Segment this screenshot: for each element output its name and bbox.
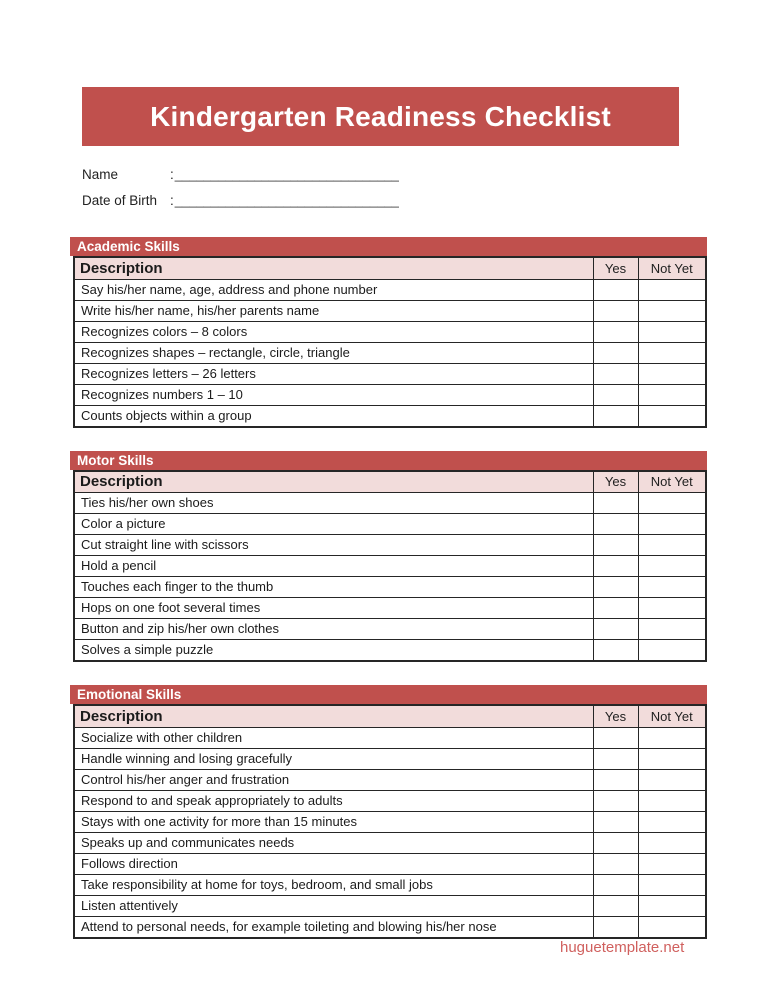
yes-checkbox-cell[interactable] xyxy=(593,514,638,535)
section-title: Academic Skills xyxy=(70,237,707,256)
checklist-table xyxy=(73,704,707,939)
yes-checkbox-cell[interactable] xyxy=(593,619,638,640)
yes-column-header: Yes xyxy=(593,471,638,493)
skill-description: Recognizes numbers 1 – 10 xyxy=(74,384,593,405)
yes-checkbox-cell[interactable] xyxy=(593,832,638,853)
skill-description: Ties his/her own shoes xyxy=(74,493,593,514)
skill-description: Hold a pencil xyxy=(74,556,593,577)
column-header-row xyxy=(74,705,706,727)
section-academic-skills xyxy=(70,237,707,428)
yes-column-header: Yes xyxy=(593,257,638,279)
checklist-row xyxy=(74,916,706,938)
sections xyxy=(70,237,707,962)
skill-description: Take responsibility at home for toys, bedroom, and small jobs xyxy=(74,874,593,895)
form-fields xyxy=(82,161,399,213)
yes-checkbox-cell[interactable] xyxy=(593,640,638,662)
not-yet-checkbox-cell[interactable] xyxy=(638,598,706,619)
checklist-row xyxy=(74,727,706,748)
not-yet-checkbox-cell[interactable] xyxy=(638,748,706,769)
checklist-row xyxy=(74,556,706,577)
section-motor-skills xyxy=(70,451,707,663)
checklist-row xyxy=(74,895,706,916)
not-yet-checkbox-cell[interactable] xyxy=(638,405,706,427)
not-yet-checkbox-cell[interactable] xyxy=(638,279,706,300)
checklist-row xyxy=(74,640,706,662)
skill-description: Touches each finger to the thumb xyxy=(74,577,593,598)
not-yet-checkbox-cell[interactable] xyxy=(638,535,706,556)
skill-description: Button and zip his/her own clothes xyxy=(74,619,593,640)
checklist-row xyxy=(74,598,706,619)
date-of-birth-input-line[interactable]: _______________________________ xyxy=(174,192,399,208)
not-yet-checkbox-cell[interactable] xyxy=(638,514,706,535)
skill-description: Counts objects within a group xyxy=(74,405,593,427)
section-emotional-skills xyxy=(70,685,707,939)
date-of-birth-colon: : xyxy=(170,192,174,208)
not-yet-checkbox-cell[interactable] xyxy=(638,790,706,811)
checklist-table xyxy=(73,470,707,663)
not-yet-checkbox-cell[interactable] xyxy=(638,321,706,342)
not-yet-checkbox-cell[interactable] xyxy=(638,811,706,832)
checklist-row xyxy=(74,790,706,811)
yes-checkbox-cell[interactable] xyxy=(593,279,638,300)
checklist-row xyxy=(74,853,706,874)
not-yet-checkbox-cell[interactable] xyxy=(638,874,706,895)
column-header-row xyxy=(74,257,706,279)
checklist-row xyxy=(74,342,706,363)
not-yet-column-header: Not Yet xyxy=(638,705,706,727)
skill-description: Attend to personal needs, for example toileting and blowing his/her nose xyxy=(74,916,593,938)
skill-description: Socialize with other children xyxy=(74,727,593,748)
yes-checkbox-cell[interactable] xyxy=(593,769,638,790)
not-yet-column-header: Not Yet xyxy=(638,257,706,279)
skill-description: Follows direction xyxy=(74,853,593,874)
checklist-row xyxy=(74,874,706,895)
page-title: Kindergarten Readiness Checklist xyxy=(150,100,611,132)
skill-description: Stays with one activity for more than 15 minutes xyxy=(74,811,593,832)
name-field-row xyxy=(82,161,399,187)
checklist-row xyxy=(74,514,706,535)
yes-checkbox-cell[interactable] xyxy=(593,493,638,514)
not-yet-checkbox-cell[interactable] xyxy=(638,363,706,384)
not-yet-checkbox-cell[interactable] xyxy=(638,493,706,514)
not-yet-checkbox-cell[interactable] xyxy=(638,832,706,853)
not-yet-checkbox-cell[interactable] xyxy=(638,300,706,321)
description-column-header: Description xyxy=(74,471,593,493)
not-yet-checkbox-cell[interactable] xyxy=(638,640,706,662)
yes-checkbox-cell[interactable] xyxy=(593,321,638,342)
not-yet-checkbox-cell[interactable] xyxy=(638,384,706,405)
skill-description: Recognizes shapes – rectangle, circle, triangle xyxy=(74,342,593,363)
checklist-row xyxy=(74,321,706,342)
not-yet-checkbox-cell[interactable] xyxy=(638,895,706,916)
yes-checkbox-cell[interactable] xyxy=(593,748,638,769)
yes-checkbox-cell[interactable] xyxy=(593,598,638,619)
skill-description: Color a picture xyxy=(74,514,593,535)
yes-checkbox-cell[interactable] xyxy=(593,535,638,556)
checklist-row xyxy=(74,300,706,321)
yes-checkbox-cell[interactable] xyxy=(593,916,638,938)
date-of-birth-field-row xyxy=(82,187,399,213)
section-title: Motor Skills xyxy=(70,451,707,470)
section-title: Emotional Skills xyxy=(70,685,707,704)
skill-description: Say his/her name, age, address and phone number xyxy=(74,279,593,300)
yes-checkbox-cell[interactable] xyxy=(593,895,638,916)
description-column-header: Description xyxy=(74,257,593,279)
skill-description: Write his/her name, his/her parents name xyxy=(74,300,593,321)
checklist-row xyxy=(74,832,706,853)
yes-checkbox-cell[interactable] xyxy=(593,853,638,874)
checklist-row xyxy=(74,405,706,427)
column-header-row xyxy=(74,471,706,493)
checklist-table xyxy=(73,256,707,428)
skill-description: Recognizes letters – 26 letters xyxy=(74,363,593,384)
checklist-row xyxy=(74,577,706,598)
date-of-birth-label: Date of Birth xyxy=(82,192,158,208)
not-yet-checkbox-cell[interactable] xyxy=(638,619,706,640)
checklist-row xyxy=(74,535,706,556)
yes-column-header: Yes xyxy=(593,705,638,727)
yes-checkbox-cell[interactable] xyxy=(593,405,638,427)
checklist-row xyxy=(74,748,706,769)
checklist-row xyxy=(74,493,706,514)
yes-checkbox-cell[interactable] xyxy=(593,874,638,895)
yes-checkbox-cell[interactable] xyxy=(593,727,638,748)
skill-description: Cut straight line with scissors xyxy=(74,535,593,556)
not-yet-checkbox-cell[interactable] xyxy=(638,556,706,577)
not-yet-checkbox-cell[interactable] xyxy=(638,853,706,874)
yes-checkbox-cell[interactable] xyxy=(593,363,638,384)
yes-checkbox-cell[interactable] xyxy=(593,300,638,321)
skill-description: Speaks up and communicates needs xyxy=(74,832,593,853)
checklist-row xyxy=(74,279,706,300)
checklist-row xyxy=(74,619,706,640)
yes-checkbox-cell[interactable] xyxy=(593,811,638,832)
not-yet-checkbox-cell[interactable] xyxy=(638,727,706,748)
skill-description: Respond to and speak appropriately to adults xyxy=(74,790,593,811)
yes-checkbox-cell[interactable] xyxy=(593,384,638,405)
yes-checkbox-cell[interactable] xyxy=(593,790,638,811)
yes-checkbox-cell[interactable] xyxy=(593,577,638,598)
skill-description: Listen attentively xyxy=(74,895,593,916)
not-yet-checkbox-cell[interactable] xyxy=(638,342,706,363)
not-yet-checkbox-cell[interactable] xyxy=(638,916,706,938)
skill-description: Control his/her anger and frustration xyxy=(74,769,593,790)
skill-description: Hops on one foot several times xyxy=(74,598,593,619)
name-colon: : xyxy=(170,166,174,182)
description-column-header: Description xyxy=(74,705,593,727)
not-yet-column-header: Not Yet xyxy=(638,471,706,493)
yes-checkbox-cell[interactable] xyxy=(593,556,638,577)
name-input-line[interactable]: _______________________________ xyxy=(174,166,399,182)
checklist-row xyxy=(74,384,706,405)
not-yet-checkbox-cell[interactable] xyxy=(638,577,706,598)
skill-description: Handle winning and losing gracefully xyxy=(74,748,593,769)
not-yet-checkbox-cell[interactable] xyxy=(638,769,706,790)
skill-description: Recognizes colors – 8 colors xyxy=(74,321,593,342)
yes-checkbox-cell[interactable] xyxy=(593,342,638,363)
name-label: Name xyxy=(82,166,119,182)
checklist-row xyxy=(74,363,706,384)
footer-credit: huguetemplate.net xyxy=(560,939,685,956)
checklist-row xyxy=(74,811,706,832)
title-banner xyxy=(82,87,679,146)
skill-description: Solves a simple puzzle xyxy=(74,640,593,662)
checklist-row xyxy=(74,769,706,790)
